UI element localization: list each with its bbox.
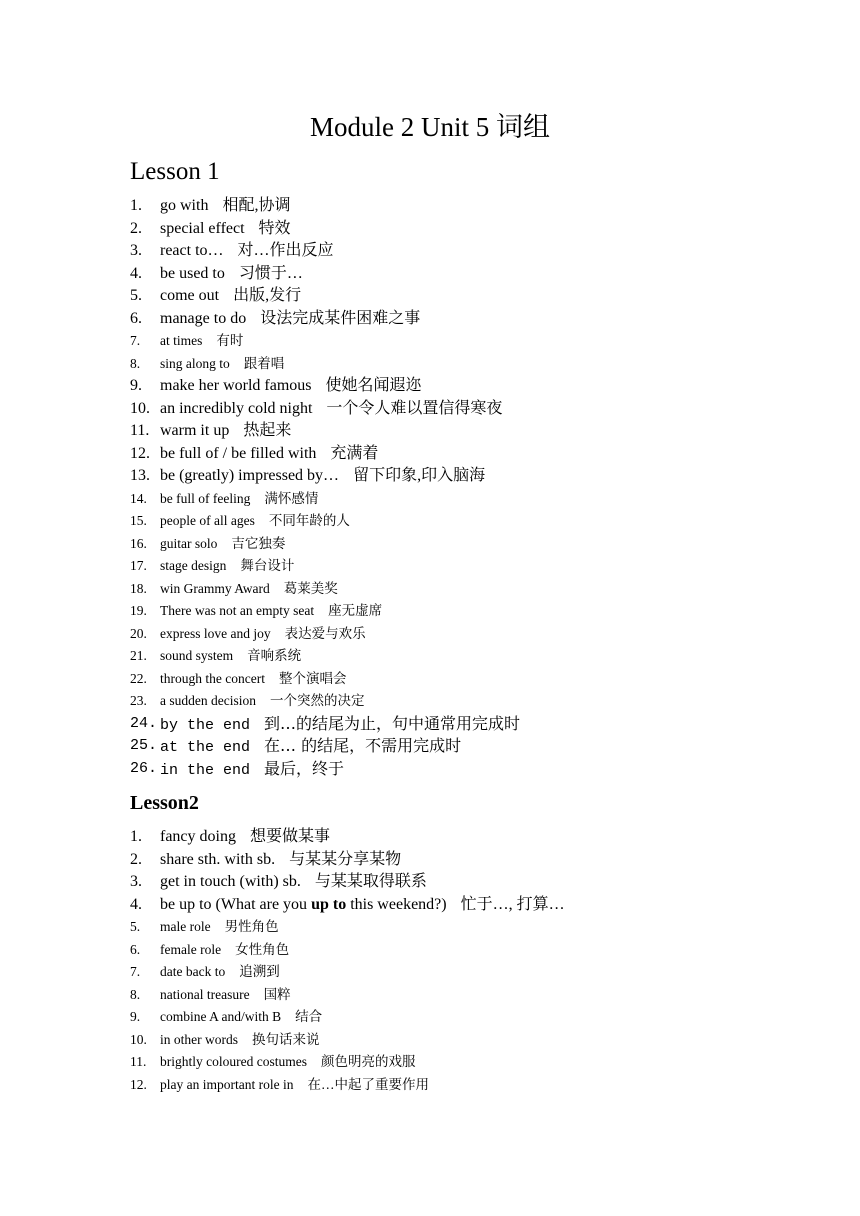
item-number: 8. xyxy=(130,355,141,371)
item-number: 12. xyxy=(130,444,150,462)
chinese-meaning: 葛莱美奖 xyxy=(283,580,338,596)
item-text xyxy=(160,623,366,645)
chinese-meaning: 一个令人难以置信得寒夜 xyxy=(326,399,503,417)
item-number: 10. xyxy=(130,399,150,417)
english-phrase: come out xyxy=(160,287,220,304)
chinese-meaning: 最后，终于 xyxy=(264,758,345,778)
item-number: 12. xyxy=(130,1076,147,1092)
english-phrase: female role xyxy=(160,941,222,957)
item-text xyxy=(160,443,378,465)
item-text xyxy=(160,330,243,352)
item-text xyxy=(160,578,338,600)
item-text xyxy=(160,263,303,285)
item-text xyxy=(160,510,350,532)
english-phrase: sound system xyxy=(160,648,234,663)
item-number: 17. xyxy=(130,558,147,573)
english-phrase: make her world famous xyxy=(160,377,312,394)
chinese-meaning: 结合 xyxy=(295,1009,323,1024)
english-phrase: manage to do xyxy=(160,309,247,327)
item-number: 5. xyxy=(130,287,142,304)
chinese-meaning: 忙于…, 打算… xyxy=(460,895,565,913)
english-phrase: people of all ages xyxy=(160,513,255,528)
chinese-meaning: 充满着 xyxy=(330,444,379,462)
item-text xyxy=(160,645,301,667)
english-phrase: guitar solo xyxy=(160,535,218,551)
item-text xyxy=(160,826,330,848)
chinese-meaning: 出版,发行 xyxy=(233,287,302,304)
item-number: 25. xyxy=(130,737,158,754)
chinese-meaning: 留下印象,印入脑海 xyxy=(353,467,486,484)
chinese-meaning: 习惯于… xyxy=(238,264,303,282)
chinese-meaning: 在…中起了重要作用 xyxy=(307,1076,429,1092)
chinese-meaning: 到…的结尾为止，句中通常用完成时 xyxy=(264,713,521,733)
english-phrase: by the end xyxy=(160,716,251,734)
item-number: 14. xyxy=(130,490,147,506)
english-phrase: brightly coloured costumes xyxy=(160,1054,307,1069)
item-number: 1. xyxy=(130,197,142,214)
item-text xyxy=(160,533,285,555)
english-phrase: be full of / be filled with xyxy=(160,444,317,462)
item-number: 10. xyxy=(130,1031,147,1047)
english-phrase: stage design xyxy=(160,558,227,573)
item-text xyxy=(160,375,422,397)
item-number: 9. xyxy=(130,377,142,394)
english-phrase: national treasure xyxy=(160,986,250,1002)
item-number: 7. xyxy=(130,333,141,348)
item-text xyxy=(160,713,520,737)
item-number: 13. xyxy=(130,467,150,484)
item-number: 20. xyxy=(130,625,147,641)
english-phrase: get in touch (with) sb. xyxy=(160,873,301,890)
item-text xyxy=(160,871,427,893)
chinese-meaning: 满怀感情 xyxy=(264,490,319,506)
chinese-meaning: 男性角色 xyxy=(224,919,279,934)
item-text xyxy=(160,735,461,759)
item-text xyxy=(160,758,344,782)
chinese-meaning: 热起来 xyxy=(243,422,292,439)
english-phrase: in the end xyxy=(160,761,251,779)
item-text xyxy=(160,600,382,622)
chinese-meaning: 在… 的结尾，不需用完成时 xyxy=(264,736,462,755)
english-phrase: male role xyxy=(160,919,211,934)
item-number: 4. xyxy=(130,895,142,913)
item-text xyxy=(160,398,502,420)
chinese-meaning: 女性角色 xyxy=(235,941,290,957)
chinese-meaning: 座无虚席 xyxy=(328,603,383,618)
lesson1-heading: Lesson 1 xyxy=(130,158,220,185)
chinese-meaning: 颜色明亮的戏服 xyxy=(320,1054,416,1069)
item-text xyxy=(160,488,318,510)
chinese-meaning: 想要做某事 xyxy=(249,828,330,845)
english-phrase: at times xyxy=(160,333,203,348)
item-number: 3. xyxy=(130,873,142,890)
chinese-meaning: 不同年龄的人 xyxy=(268,513,350,528)
item-number: 15. xyxy=(130,513,147,528)
chinese-meaning: 对…作出反应 xyxy=(237,242,334,259)
chinese-meaning: 表达爱与欢乐 xyxy=(284,625,366,641)
item-text xyxy=(160,308,420,330)
item-text xyxy=(160,984,291,1006)
english-phrase: warm it up xyxy=(160,422,230,439)
chinese-meaning: 设法完成某件困难之事 xyxy=(260,309,421,327)
item-text xyxy=(160,420,291,442)
item-number: 22. xyxy=(130,670,147,686)
english-phrase: share sth. with sb. xyxy=(160,850,276,868)
item-number: 4. xyxy=(130,264,142,282)
item-text xyxy=(160,555,294,577)
page-title: Module 2 Unit 5 词组 xyxy=(310,112,550,142)
item-number: 11. xyxy=(130,422,150,439)
english-phrase: win Grammy Award xyxy=(160,580,270,596)
english-phrase: play an important role in xyxy=(160,1076,294,1092)
english-phrase: express love and joy xyxy=(160,625,271,641)
english-phrase: sing along to xyxy=(160,355,230,371)
item-text xyxy=(160,1074,429,1096)
item-number: 23. xyxy=(130,693,147,708)
item-number: 6. xyxy=(130,309,142,327)
english-phrase: date back to xyxy=(160,964,226,979)
chinese-meaning: 使她名闻遐迩 xyxy=(325,377,422,394)
item-number: 3. xyxy=(130,242,142,259)
english-phrase: react to… xyxy=(160,242,224,259)
chinese-meaning: 跟着唱 xyxy=(243,355,285,371)
item-number: 21. xyxy=(130,648,147,663)
item-number: 2. xyxy=(130,219,142,237)
english-phrase: an incredibly cold night xyxy=(160,399,313,417)
item-text xyxy=(160,961,280,983)
item-text xyxy=(160,1051,415,1073)
english-phrase: be full of feeling xyxy=(160,490,251,506)
item-number: 9. xyxy=(130,1009,141,1024)
item-number: 19. xyxy=(130,603,147,618)
item-text xyxy=(160,240,334,262)
english-phrase: go with xyxy=(160,197,209,214)
item-text xyxy=(160,465,485,487)
item-number: 8. xyxy=(130,986,141,1002)
item-number: 2. xyxy=(130,850,142,868)
chinese-meaning: 国粹 xyxy=(263,986,291,1002)
item-number: 6. xyxy=(130,941,141,957)
item-text xyxy=(160,916,279,938)
chinese-meaning: 与某某分享某物 xyxy=(289,850,402,868)
item-text xyxy=(160,849,401,871)
item-number: 7. xyxy=(130,964,141,979)
chinese-meaning: 换句话来说 xyxy=(252,1031,320,1047)
chinese-meaning: 追溯到 xyxy=(239,964,280,979)
english-phrase: There was not an empty seat xyxy=(160,603,315,618)
item-number: 16. xyxy=(130,535,147,551)
english-phrase: fancy doing xyxy=(160,828,236,845)
item-text xyxy=(160,1006,322,1028)
item-text xyxy=(160,353,284,375)
item-text xyxy=(160,690,364,712)
item-number: 11. xyxy=(130,1054,147,1069)
item-number: 5. xyxy=(130,919,141,934)
english-phrase: at the end xyxy=(160,739,251,756)
item-text xyxy=(160,195,290,217)
item-text xyxy=(160,218,291,240)
item-number: 1. xyxy=(130,828,142,845)
chinese-meaning: 一个突然的决定 xyxy=(269,693,365,708)
item-text xyxy=(160,894,565,916)
chinese-meaning: 音响系统 xyxy=(247,648,302,663)
chinese-meaning: 相配,协调 xyxy=(222,197,291,214)
item-number: 18. xyxy=(130,580,147,596)
english-phrase: special effect xyxy=(160,219,245,237)
english-phrase: a sudden decision xyxy=(160,693,256,708)
item-number: 24. xyxy=(130,714,158,732)
chinese-meaning: 有时 xyxy=(216,333,244,348)
item-text xyxy=(160,668,346,690)
chinese-meaning: 整个演唱会 xyxy=(278,670,347,686)
item-text xyxy=(160,285,301,307)
english-phrase: through the concert xyxy=(160,670,265,686)
chinese-meaning: 特效 xyxy=(258,219,291,237)
english-phrase: combine A and/with B xyxy=(160,1009,282,1024)
english-phrase: be (greatly) impressed by… xyxy=(160,467,340,484)
item-text xyxy=(160,1029,320,1051)
english-phrase: be used to xyxy=(160,264,225,282)
item-text xyxy=(160,939,289,961)
lesson2-heading: Lesson2 xyxy=(130,792,199,814)
chinese-meaning: 与某某取得联系 xyxy=(314,873,427,890)
english-phrase: in other words xyxy=(160,1031,238,1047)
english-phrase: be up to (What are you up to this weekend?) xyxy=(160,895,447,913)
chinese-meaning: 舞台设计 xyxy=(240,558,295,573)
item-number: 26. xyxy=(130,759,158,777)
chinese-meaning: 吉它独奏 xyxy=(231,535,286,551)
